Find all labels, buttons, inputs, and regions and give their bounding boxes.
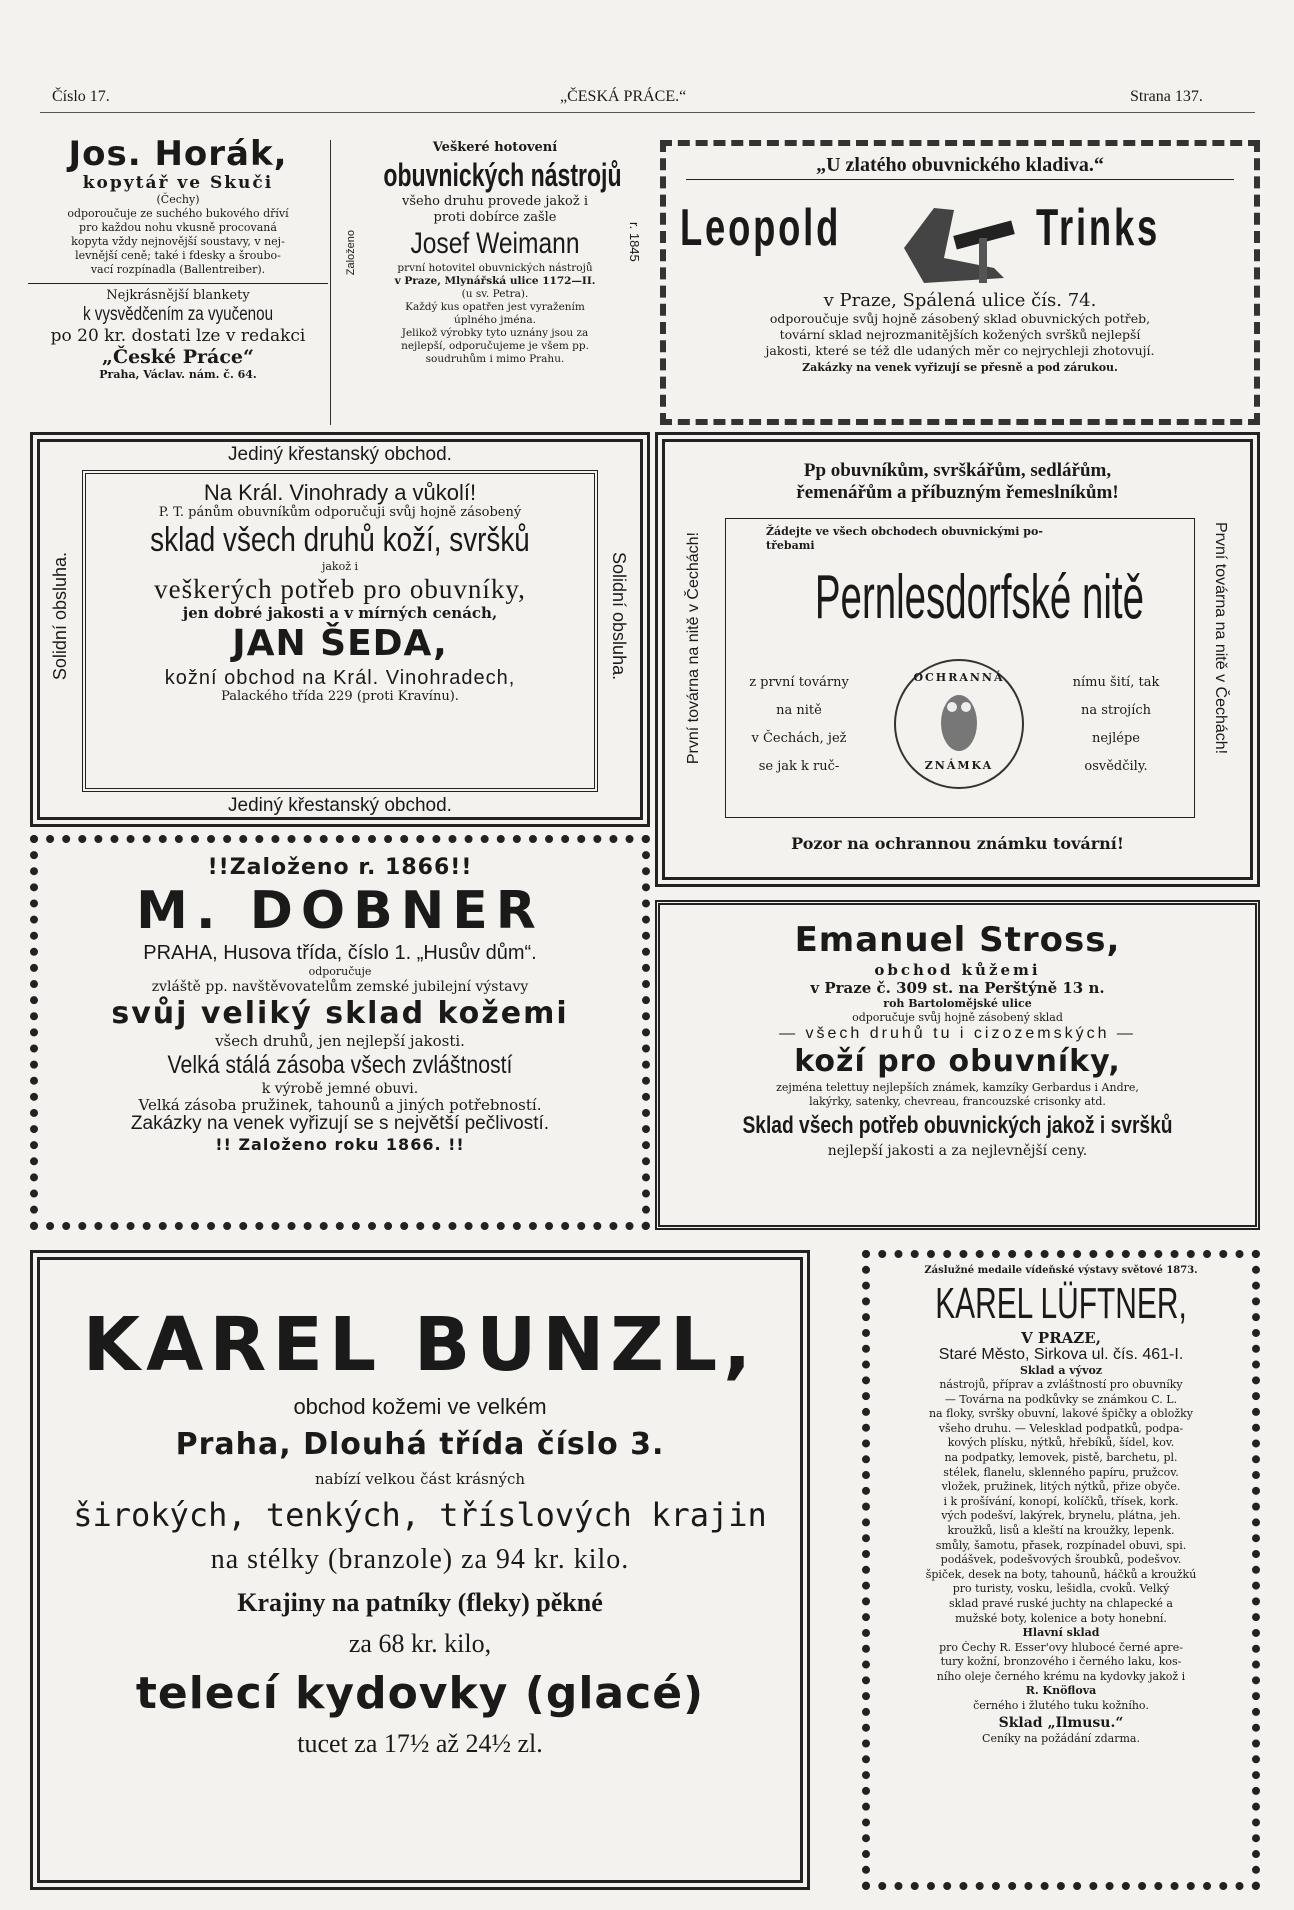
luftner-line: i k prošívání, konopí, kolíčků, třísek, kork. (943, 1494, 1179, 1508)
trinks-line: tovární sklad nejrozmanitějších kožených svršků nejlepší (779, 327, 1141, 342)
pernles-head2: řemenářům a příbuzným řemeslníkům! (796, 482, 1119, 503)
weimann-text (340, 262, 650, 366)
column-rule (330, 140, 331, 425)
pernles-left-line: se jak k ruč- (758, 759, 840, 774)
paper-address: Praha, Václav. nám. č. 64. (99, 368, 257, 381)
horak-line: levnější ceně; také i fdesky a šroubo- (75, 249, 281, 262)
pernles-ask1: Žádejte ve všech obchodech obuvnickými po- (766, 525, 1043, 538)
pernles-right-line: nímu šití, tak (1072, 675, 1160, 690)
pernles-warning: Pozor na ochrannou známku tovární! (791, 834, 1124, 853)
stross-odp: odporučuje svůj hojně zásobený sklad (852, 1011, 1063, 1024)
trademark-stamp (894, 659, 1024, 789)
weimann-name: Josef Weimann (410, 227, 580, 260)
paper-name: „České Práce“ (102, 346, 254, 368)
weimann-side-left: Založeno (345, 230, 357, 276)
trinks-first: Leopold (680, 199, 842, 257)
stross-line: lakýrky, satenky, chevreau, francouzské crisonky atd. (809, 1095, 1106, 1108)
luftner-line: ního oleje černého krému na kydovky jakož i (936, 1669, 1186, 1683)
bunzl-l3: nabízí velkou část krásných (314, 1470, 526, 1488)
weimann-line: úplného jména. (453, 314, 537, 326)
trinks-address: v Praze, Spálená ulice čís. 74. (823, 290, 1097, 311)
dobner-shoes: k výrobě jemné obuvi. (261, 1081, 419, 1097)
stross-big: koží pro obuvníky, (794, 1044, 1121, 1079)
seda-shop: kožní obchod na Král. Vinohradech, (164, 667, 516, 689)
bunzl-l1: obchod kožemi ve velkém (293, 1394, 547, 1419)
newspaper-title: „ČESKÁ PRÁCE.“ (560, 88, 687, 105)
luftner-line: Hlavní sklad (1022, 1626, 1100, 1640)
luftner-street: Staré Město, Sirkova ul. čís. 461-I. (938, 1346, 1184, 1363)
luftner-line: Ceníky na požádání zdarma. (982, 1731, 1140, 1745)
pernles-side-left: První továrna na nitě v Čechách! (685, 532, 702, 765)
luftner-city: V PRAZE, (1021, 1329, 1101, 1347)
luftner-line: podášvek, podešvových šroubků, podešvov. (940, 1553, 1182, 1567)
hammer-boot-illustration (884, 188, 1024, 288)
weimann-ad (340, 140, 650, 425)
trinks-title-row (666, 180, 1254, 290)
pernles-left-line: v Čechách, jež (751, 731, 847, 746)
luftner-line: — Továrna na podkůvky se známkou C. L. (944, 1392, 1178, 1406)
weimann-side-right: r. 1845 (627, 222, 642, 262)
weimann-line: první hotovitel obuvnických nástrojů (397, 262, 593, 274)
weimann-big: obuvnických nástrojů (383, 157, 622, 193)
luftner-line: stélek, flanelu, sklenného papíru, pružcov. (943, 1465, 1179, 1479)
stross-kinds: — všech druhů tu i cizozemských — (779, 1025, 1136, 1042)
trinks-line: odporoučuje svůj hojně zásobený sklad obuvnických potřeb, (769, 311, 1151, 326)
luftner-head: Sklad a vývoz (1019, 1364, 1103, 1377)
bunzl-l8: telecí kydovky (glacé) (135, 1668, 705, 1719)
luftner-line: smůly, šamotu, přasek, rozpínadel obuvi, spi. (935, 1538, 1187, 1552)
pernles-big: Pernlesdorfské nitě (814, 563, 1144, 632)
pernles-left-line: na nitě (776, 703, 822, 718)
weimann-line: soudruhům i mimo Prahu. (425, 353, 565, 365)
weimann-line: (u sv. Petra). (461, 288, 529, 300)
weimann-line1: všeho druhu provede jakož i (402, 194, 588, 209)
bunzl-l9: tucet za 17½ až 24½ zl. (297, 1729, 543, 1758)
trinks-ad (660, 140, 1260, 425)
horak-line: vací rozpínadla (Ballentreiber). (90, 263, 266, 276)
owl-emblem (929, 685, 989, 755)
pernles-side-right: První továrna na nitě v Čechách! (1212, 522, 1229, 755)
luftner-line: na podpatky, lemovek, pistě, barchetu, pl. (944, 1450, 1178, 1464)
pernles-left (734, 669, 864, 781)
blank-title: Nejkrásnější blankety (106, 288, 250, 303)
dobner-kinds: všech druhů, jen nejlepší jakosti. (215, 1032, 465, 1050)
trinks-orders: Zakázky na venek vyřizují se přesně a pod zárukou. (802, 361, 1118, 374)
dobner-stock: Velká stálá zásoba všech zvláštností (167, 1051, 513, 1079)
luftner-line: Sklad „Ilmusu.“ (998, 1714, 1124, 1731)
stamp-top: OCHRANNÁ (913, 671, 1005, 684)
luftner-line: na floky, svršky obuvní, lakové špičky a obložky (928, 1407, 1194, 1421)
stross-corner: roh Bartolomějské ulice (883, 997, 1032, 1010)
horak-line: kopyta vždy nejnovější soustavy, v nej- (71, 235, 285, 248)
luftner-line: kroužků, lisů a kleští na kroužky, lepenk. (947, 1523, 1175, 1537)
stross-text (660, 1081, 1255, 1109)
stross-ad (655, 900, 1260, 1230)
dobner-name: M. DOBNER (136, 881, 544, 941)
price-line: po 20 kr. dostati lze v redakci (50, 326, 306, 346)
bunzl-l5: na stélky (branzole) za 94 kr. kilo. (210, 1544, 630, 1575)
horak-text (28, 207, 328, 277)
pernles-ad (655, 432, 1260, 887)
luftner-line: sklad pravé ruské juchty na chlapecké a (949, 1596, 1173, 1610)
stross-address: v Praze č. 309 st. na Perštýně 13 n. (810, 979, 1105, 997)
horak-trade: kopytář ve Skuči (82, 173, 274, 193)
seda-ad (30, 432, 650, 827)
horak-name: Jos. Horák, (68, 134, 288, 174)
luftner-ad (862, 1250, 1260, 1890)
luftner-line: všeho druhu. — Velesklad podpatků, podpa- (938, 1421, 1184, 1435)
bunzl-ad (30, 1250, 810, 1890)
horak-line: pro každou nohu vkusně procovaná (79, 221, 277, 234)
trinks-text (666, 311, 1254, 359)
page-label: Strana 137. (1130, 88, 1203, 105)
pernles-right-line: na strojích (1080, 703, 1152, 718)
pernles-right-line: osvědčily. (1084, 759, 1148, 774)
stross-best: nejlepší jakosti a za nejlevnější ceny. (827, 1143, 1088, 1159)
horak-divider (28, 283, 328, 284)
bunzl-l2: Praha, Dlouhá třída číslo 3. (175, 1427, 665, 1462)
weimann-line: Jelikož výrobky tyto uznány jsou za (401, 327, 589, 339)
luftner-line: pro turisty, vosku, lešidla, cvoků. Velký (952, 1582, 1170, 1596)
luftner-line: vých podešví, lakýrek, brynelu, plátna, jeh. (941, 1509, 1181, 1523)
weimann-line: v Praze, Mlynářská ulice 1172—II. (394, 275, 596, 287)
pernles-inner (725, 518, 1195, 818)
luftner-line: černého i žlutého tuku kožního. (973, 1699, 1149, 1713)
pernles-right (1046, 669, 1186, 781)
seda-address: Palackého třída 229 (proti Kravínu). (221, 689, 459, 704)
pernles-ask2: třebami (766, 539, 815, 552)
luftner-line: vložek, pružinek, litých nýtků, přize obyče. (941, 1480, 1181, 1494)
luftner-line: tury kožní, bronzového i černého laku, kos- (940, 1655, 1182, 1669)
dobner-founded2: !! Založeno roku 1866. !! (215, 1135, 465, 1154)
seda-region: Na Král. Vinohrady a vůkolí! (203, 480, 477, 505)
seda-top: Jediný křestanský obchod. (228, 444, 452, 465)
horak-region: (Čechy) (156, 193, 200, 206)
page-number: Číslo 17. (52, 88, 110, 105)
dobner-ad (30, 835, 650, 1230)
stross-name: Emanuel Stross, (794, 920, 1121, 960)
weimann-line2: proti dobírce zašle (433, 210, 557, 225)
dobner-springs: Velká zásoba pružinek, tahounů a jiných potřebností. (138, 1096, 542, 1114)
stross-sklad: Sklad všech potřeb obuvnických jakož i svršků (742, 1112, 1173, 1139)
stross-line: zejména telettuy nejlepších známek, kamzíky Gerbardus i Andre, (776, 1081, 1139, 1094)
blank-line: k vysvědčením za vyučenou (82, 304, 274, 325)
seda-bottom: Jediný křestanský obchod. (228, 795, 452, 816)
seda-inner (82, 470, 598, 792)
luftner-line: R. Knöflova (1025, 1684, 1097, 1698)
weimann-line: Každý kus opatřen jest vyražením (405, 301, 585, 313)
bunzl-l6: Krajiny na patníky (fleky) pěkné (237, 1588, 603, 1617)
seda-big: sklad všech druhů koží, svršků (150, 521, 530, 559)
bunzl-l7: za 68 kr. kilo, (348, 1629, 492, 1658)
pernles-head1: Pp obuvníkům, svrškářům, sedlářům, (803, 460, 1112, 481)
stross-kind: obchod kůžemi (874, 961, 1041, 979)
dobner-odp: odporučuje (308, 965, 372, 978)
luftner-line: kových plísku, nýtků, hřebíků, šídel, kov. (947, 1436, 1175, 1450)
luftner-name: KAREL LÜFTNER, (935, 1279, 1187, 1328)
luftner-line: mužské boty, kolenice a boty honební. (955, 1611, 1167, 1625)
trinks-last: Trinks (1036, 199, 1161, 257)
seda-needs: veškerých potřeb pro obuvníky, (154, 574, 526, 604)
seda-quality: jen dobré jakosti a v mírných cenách, (182, 604, 498, 622)
horak-ad (28, 135, 328, 425)
stamp-bottom: ZNÁMKA (924, 759, 994, 772)
trinks-line: jakosti, které se též dle udaných měr co nejrychleji zhotovují. (765, 343, 1155, 358)
dobner-sklad: svůj veliký sklad kožemi (111, 996, 569, 1031)
dobner-founded: !!Založeno r. 1866!! (207, 855, 473, 880)
weimann-line: nejlepší, odporučujeme je všem pp. (401, 340, 589, 352)
seda-side-right: Solidní obsluha. (609, 552, 629, 681)
seda-jakoz: jakož i (321, 560, 359, 573)
seda-intro: P. T. pánům obuvníkům odporučuji svůj hojně zásobený (158, 505, 522, 520)
pernles-left-line: z první továrny (749, 675, 849, 690)
horak-line: odporoučuje ze suchého bukového dříví (67, 207, 289, 220)
weimann-top: Veškeré hotovení (432, 140, 558, 155)
trinks-sign: „U zlatého obuvnického kladiva.“ (816, 154, 1104, 176)
bunzl-name: KAREL BUNZL, (82, 1302, 758, 1388)
dobner-address: PRAHA, Husova třída, číslo 1. „Husův dům“. (143, 942, 537, 964)
bunzl-l4: širokých, tenkých, tříslových krajin (73, 1496, 767, 1534)
dobner-orders: Zakázky na venek vyřizují se s největší pečlivostí. (130, 1113, 550, 1134)
luftner-line: špiček, desek na boty, tahounů, háčků a kroužkú (925, 1567, 1197, 1581)
luftner-line: nástrojů, příprav a zvláštností pro obuvníky (939, 1378, 1183, 1391)
seda-name: JAN ŠEDA, (232, 623, 448, 664)
pernles-right-line: nejlépe (1092, 731, 1140, 746)
luftner-line: pro Čechy R. Esser'ovy hlubocé černé apre- (939, 1640, 1183, 1654)
seda-side-left: Solidní obsluha. (50, 552, 70, 681)
luftner-medal: Záslužné medaile vídeňské výstavy světové 1873. (924, 1265, 1198, 1276)
header-rule (40, 112, 1255, 113)
luftner-text (870, 1378, 1252, 1746)
dobner-visitors: zvláště pp. navštěvovatelům zemské jubilejní výstavy (151, 979, 529, 995)
